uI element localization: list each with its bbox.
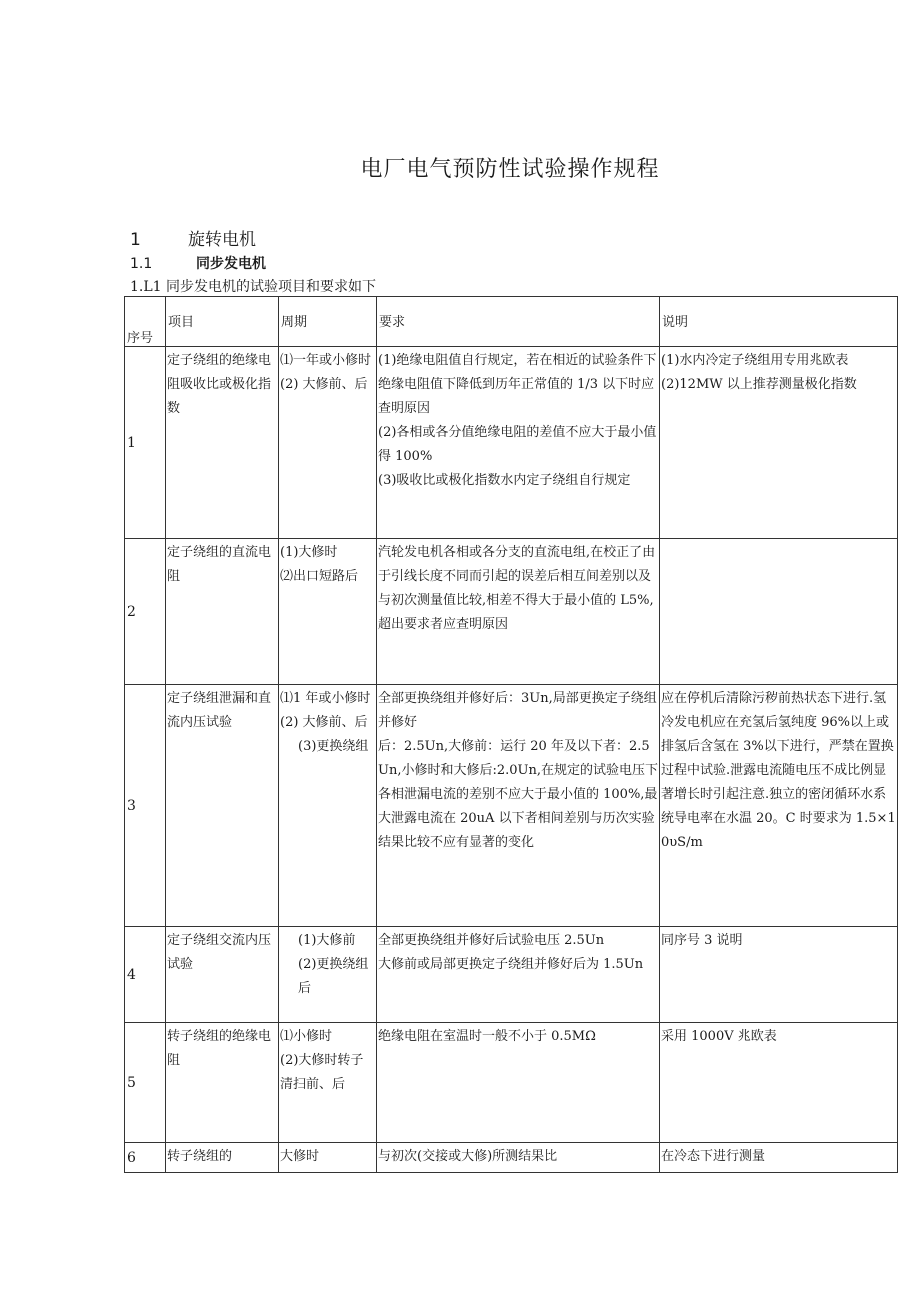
row-requirement bbox=[377, 347, 660, 539]
period-line: ⑴1 年或小修时 (2) 大修前、后 bbox=[280, 691, 371, 730]
period-line: (1)大修前 bbox=[298, 933, 356, 948]
row-item: 定子绕组的直流电阻 bbox=[166, 539, 279, 685]
row-item: 定子绕组交流内压试验 bbox=[166, 927, 279, 1023]
row-note bbox=[660, 1023, 898, 1143]
row-period bbox=[279, 1023, 377, 1143]
table-caption: 1.L1 同步发电机的试验项目和要求如下 bbox=[130, 279, 377, 295]
test-items-table bbox=[124, 296, 898, 1173]
requirement-line: (3)吸收比或极化指数水内定子绕组自行规定 bbox=[378, 473, 631, 488]
row-item: 转子绕组的绝缘电阻 bbox=[166, 1023, 279, 1143]
period-line: (3)更换绕组 bbox=[298, 739, 369, 754]
row-number: 4 bbox=[125, 927, 166, 1023]
row-period bbox=[279, 539, 377, 685]
row-period bbox=[279, 927, 377, 1023]
header-requirement: 要求 bbox=[377, 297, 660, 347]
section-label: 旋转电机 bbox=[188, 230, 256, 250]
period-line: ⑵出口短路后 bbox=[280, 569, 359, 584]
period-line: (1)大修时 bbox=[280, 545, 338, 560]
row-note bbox=[660, 927, 898, 1023]
note-line: (1)水内冷定子绕组用专用兆欧表 bbox=[661, 353, 849, 368]
row-requirement bbox=[377, 1143, 660, 1173]
document-title: 电厂电气预防性试验操作规程 bbox=[360, 157, 660, 182]
requirement-line: 与初次(交接或大修)所测结果比 bbox=[378, 1149, 558, 1164]
table-row bbox=[125, 685, 898, 927]
row-number: 6 bbox=[125, 1143, 166, 1173]
period-line: (2)大修时转子清扫前、后 bbox=[280, 1053, 364, 1092]
requirement-line: 全部更换绕组并修好后：3Un,局部更换定子绕组并修好 bbox=[378, 691, 657, 730]
table-row bbox=[125, 1023, 898, 1143]
table-row bbox=[125, 539, 898, 685]
requirement-line: (1)绝缘电阻值自行规定，若在相近的试验条件下绝缘电阻值下降低到历年正常值的 1/3 以下时应查明原因 bbox=[378, 353, 657, 416]
row-requirement bbox=[377, 685, 660, 927]
row-note bbox=[660, 539, 898, 685]
period-line: 大修时 bbox=[280, 1149, 320, 1164]
row-number: 5 bbox=[125, 1023, 166, 1143]
subsection-label: 同步发电机 bbox=[196, 256, 266, 272]
header-note: 说明 bbox=[660, 297, 898, 347]
row-requirement bbox=[377, 927, 660, 1023]
subsection-number: 1.1 bbox=[130, 256, 153, 272]
row-period bbox=[279, 347, 377, 539]
row-number: 2 bbox=[125, 539, 166, 685]
row-requirement bbox=[377, 1023, 660, 1143]
period-line: ⑴小修时 bbox=[280, 1029, 333, 1044]
header-seq: 序号 bbox=[125, 297, 166, 347]
requirement-line: 大修前或局部更换定子绕组并修好后为 1.5Un bbox=[378, 957, 644, 972]
subsection-heading bbox=[130, 253, 266, 273]
header-item: 项目 bbox=[166, 297, 279, 347]
row-note bbox=[660, 1143, 898, 1173]
note-line: 采用 1000V 兆欧表 bbox=[661, 1029, 777, 1044]
requirement-line: 绝缘电阻在室温时一般不小于 0.5MΩ bbox=[378, 1029, 596, 1044]
note-line: 应在停机后清除污秽前热状态下进行.氢冷发电机应在充氢后氢纯度 96%以上或排氢后含氢在 3%以下进行，严禁在置换过程中试验.泄露电流随电压不成比例显著增长时引起注意.独立的密闭循环水系统导电率在水温 20。C 时要求为 1.5×10υS/m bbox=[661, 691, 896, 850]
table-row bbox=[125, 1143, 898, 1173]
row-period bbox=[279, 1143, 377, 1173]
note-line: 同序号 3 说明 bbox=[661, 933, 743, 948]
period-line: ⑴一年或小修时 (2) 大修前、后 bbox=[280, 353, 372, 392]
requirement-line: 汽轮发电机各相或各分支的直流电组,在校正了由于引线长度不同而引起的误差后相互间差别以及与初次测量值比较,相差不得大于最小值的 L5%,超出要求者应查明原因 bbox=[378, 545, 656, 632]
note-line: 在冷态下进行测量 bbox=[661, 1149, 766, 1164]
row-period bbox=[279, 685, 377, 927]
row-item: 转子绕组的 bbox=[166, 1143, 279, 1173]
row-number: 3 bbox=[125, 685, 166, 927]
table-row bbox=[125, 927, 898, 1023]
section-heading bbox=[130, 225, 256, 250]
row-item: 定子绕组的绝缘电阻吸收比或极化指数 bbox=[166, 347, 279, 539]
requirement-line: 后：2.5Un,大修前：运行 20 年及以下者：2.5Un,小修时和大修后:2.0Un,在规定的试验电压下各相泄漏电流的差别不应大于最小值的 100%,最大泄露电流在 20uA 以下者相间差别与历次实验结果比较不应有显著的变化 bbox=[378, 739, 658, 850]
row-note bbox=[660, 685, 898, 927]
section-number: 1 bbox=[130, 230, 141, 250]
requirement-line: (2)各相或各分值绝缘电阻的差值不应大于最小值得 100% bbox=[378, 425, 657, 464]
row-number: 1 bbox=[125, 347, 166, 539]
note-line: (2)12MW 以上推荐测量极化指数 bbox=[661, 377, 857, 392]
row-note bbox=[660, 347, 898, 539]
table-header-row bbox=[125, 297, 898, 347]
header-period: 周期 bbox=[279, 297, 377, 347]
table-row bbox=[125, 347, 898, 539]
row-requirement bbox=[377, 539, 660, 685]
period-line: (2)更换绕组后 bbox=[298, 957, 369, 996]
requirement-line: 全部更换绕组并修好后试验电压 2.5Un bbox=[378, 933, 605, 948]
row-item: 定子绕组泄漏和直流内压试验 bbox=[166, 685, 279, 927]
